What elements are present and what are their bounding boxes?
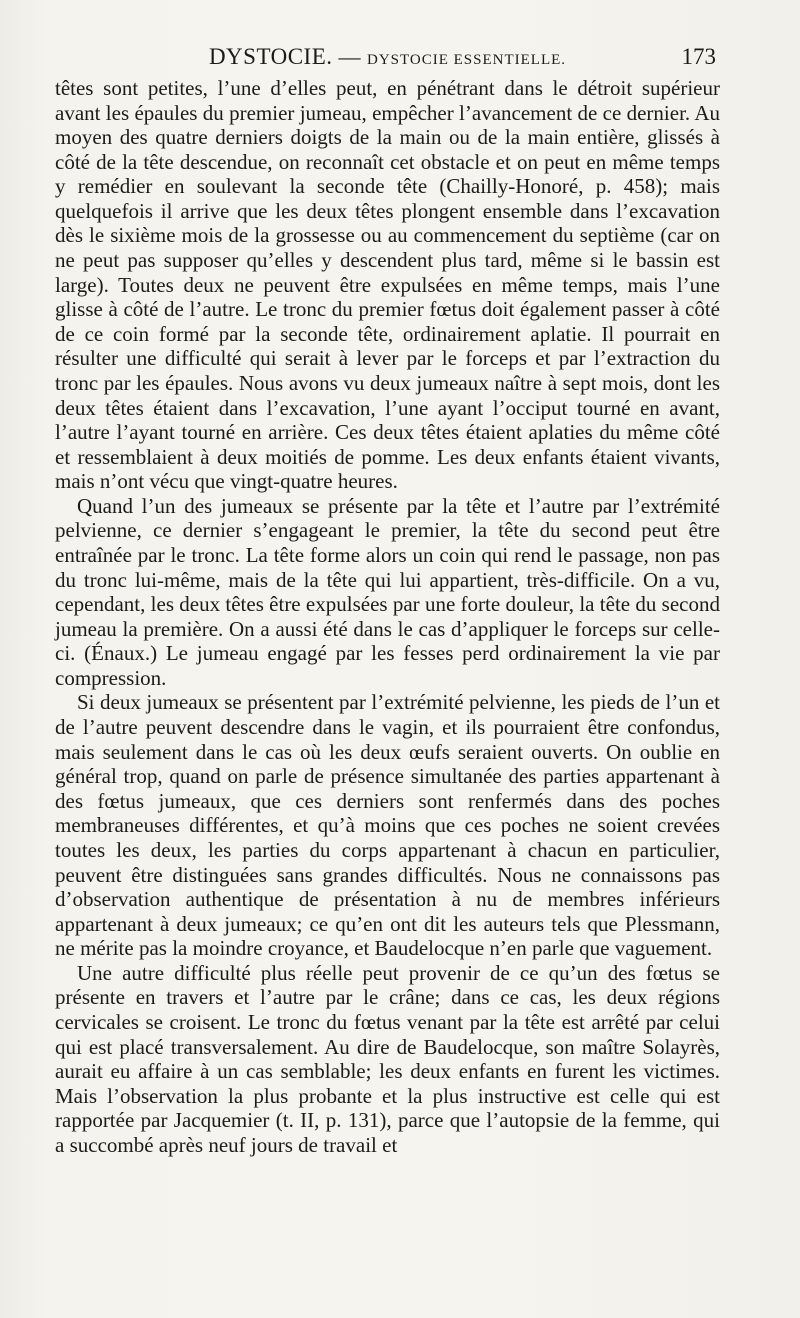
page-header (55, 44, 720, 72)
page-number: 173 (681, 44, 716, 69)
body-text (55, 76, 720, 1157)
running-head (55, 44, 720, 70)
running-head-separator: — (332, 44, 367, 69)
paragraph-2: Quand l’un des jumeaux se présente par la tête et l’autre par l’extrémité pelvienne, ce dernier s’engageant le premier, la tête du second peut être entraînée par le tronc. La tête forme alors un coin qui rend le passage, non pas du tronc lui-même, mais de la tête qui lui appartient, très-difficile. On a vu, cependant, les deux têtes être expulsées par une forte douleur, la tête du second jumeau la première. On a aussi été dans le cas d’appliquer le forceps sur celle-ci. (Énaux.) Le jumeau engagé par les fesses perd ordinairement la vie par compression. (55, 493, 720, 690)
running-head-sub: DYSTOCIE ESSENTIELLE. (367, 52, 567, 68)
paragraph-1: têtes sont petites, l’une d’elles peut, en pénétrant dans le détroit supérieur avant les épaules du premier jumeau, empêcher l’avancement de ce dernier. Au moyen des quatre derniers doigts de la main ou de la main entière, glissés à côté de la tête descendue, on reconnaît cet obstacle et on peut en même temps y remédier en soulevant la seconde tête (Chailly-Honoré, p. 458); mais quelquefois il arrive que les deux têtes plongent ensemble dans l’excavation dès le sixième mois de la grossesse ou au commencement du septième (car on ne peut pas supposer qu’elles y descendent plus tard, même si le bassin est large). Toutes deux ne peuvent être expulsées en même temps, mais l’une glisse à côté de l’autre. Le tronc du premier fœtus doit également passer à côté de ce coin formé par la seconde tête, ordinairement aplatie. Il pourrait en résulter une difficulté qui serait à lever par le forceps et par l’extraction du tronc par les épaules. Nous avons vu deux jumeaux naître à sept mois, dont les deux têtes étaient dans l’excavation, l’une ayant l’occiput tourné en avant, l’autre l’ayant tourné en arrière. Ces deux têtes étaient aplaties du même côté et ressemblaient à deux moitiés de pomme. Les deux enfants étaient vivants, mais n’ont vécu que vingt-quatre heures. (55, 76, 720, 494)
paragraph-4: Une autre difficulté plus réelle peut provenir de ce qu’un des fœtus se présente en travers et l’autre par le crâne; dans ce cas, les deux régions cervicales se croisent. Le tronc du fœtus venant par la tête est arrêté par celui qui est placé transversalement. Au dire de Baudelocque, son maître Solayrès, aurait eu affaire à un cas semblable; les deux enfants en furent les victimes. Mais l’observation la plus probante et la plus instructive est celle qui est rapportée par Jacquemier (t. II, p. 131), parce que l’autopsie de la femme, qui a succombé après neuf jours de travail et (55, 960, 720, 1157)
running-head-main: DYSTOCIE. (208, 44, 333, 69)
paragraph-3: Si deux jumeaux se présentent par l’extrémité pelvienne, les pieds de l’un et de l’autre peuvent descendre dans le vagin, et ils pourraient être confondus, mais seulement dans le cas où les deux œufs seraient ouverts. On oublie en général trop, quand on parle de présence simultanée des parties appartenant à des fœtus jumeaux, que ces derniers sont renfermés dans des poches membraneuses différentes, et qu’à moins que ces poches ne soient crevées toutes les deux, les parties du corps appartenant à chacun en particulier, peuvent être distinguées sans grandes difficultés. Nous ne connaissons pas d’observation authentique de présentation à nu de membres inférieurs appartenant à deux jumeaux; ce qu’en ont dit les auteurs tels que Plessmann, ne mérite pas la moindre croyance, et Baudelocque n’en parle que vaguement. (55, 690, 720, 961)
